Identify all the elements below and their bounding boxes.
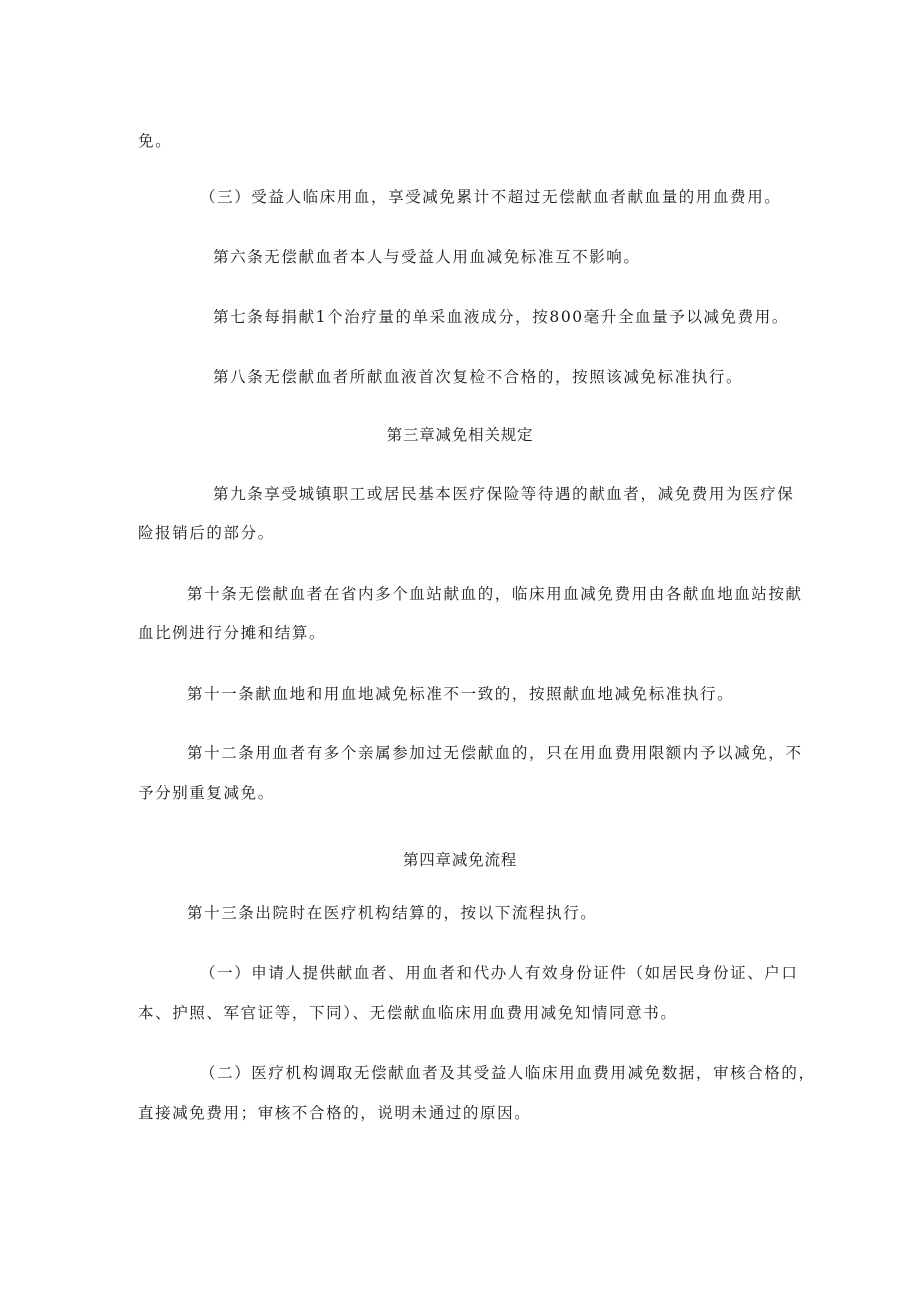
- paragraph-line: 第十二条用血者有多个亲属参加过无偿献血的，只在用血费用限额内予以减免，不: [187, 744, 803, 762]
- paragraph-line: 险报销后的部分。: [138, 524, 275, 542]
- paragraph-line: （二）医疗机构调取无偿献血者及其受益人临床用血费用减免数据，审核合格的，: [200, 1064, 816, 1082]
- paragraph-line: 本、护照、军官证等，下同）、无偿献血临床用血费用减免知情同意书。: [138, 1004, 678, 1022]
- paragraph-line: 第七条每捐献1个治疗量的单采血液成分，按800毫升全血量予以减免费用。: [213, 308, 789, 326]
- paragraph-line: 直接减免费用；审核不合格的，说明未通过的原因。: [138, 1104, 532, 1122]
- chapter-heading: 第三章减免相关规定: [386, 426, 534, 444]
- paragraph-line: 血比例进行分摊和结算。: [138, 624, 327, 642]
- paragraph-line: 第十条无偿献血者在省内多个血站献血的，临床用血减免费用由各献血地血站按献: [187, 585, 803, 603]
- paragraph-line: 免。: [138, 132, 173, 150]
- paragraph-line: 第十三条出院时在医疗机构结算的，按以下流程执行。: [187, 904, 598, 922]
- paragraph-line: （三）受益人临床用血，享受减免累计不超过无偿献血者献血量的用血费用。: [200, 188, 782, 206]
- paragraph-line: 第六条无偿献血者本人与受益人用血减免标准互不影响。: [213, 248, 641, 266]
- paragraph-line: （一）申请人提供献血者、用血者和代办人有效身份证件（如居民身份证、户口: [200, 964, 799, 982]
- chapter-heading: 第四章减免流程: [402, 851, 518, 869]
- paragraph-line: 第八条无偿献血者所献血液首次复检不合格的，按照该减免标准执行。: [213, 368, 744, 386]
- paragraph-line: 第九条享受城镇职工或居民基本医疗保险等待遇的献血者，减免费用为医疗保: [213, 485, 795, 503]
- paragraph-line: 予分别重复减免。: [138, 784, 275, 802]
- paragraph-line: 第十一条献血地和用血地减免标准不一致的，按照献血地减免标准执行。: [187, 685, 735, 703]
